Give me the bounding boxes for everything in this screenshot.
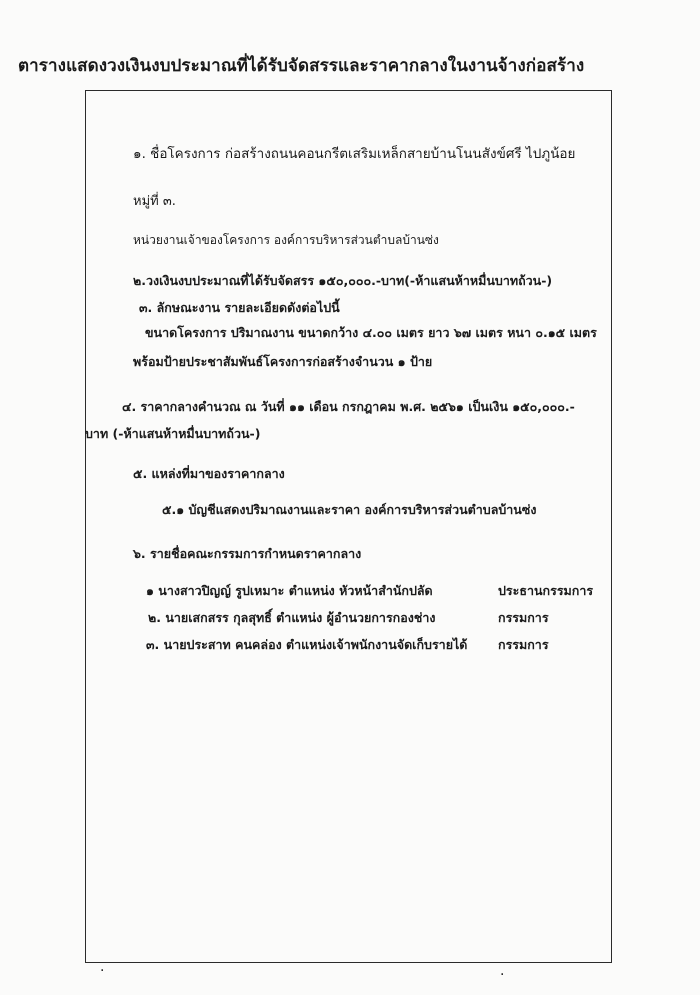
scan-speck-mark: · — [500, 967, 505, 983]
committee-heading: ๖. รายชื่อคณะกรรมการกำหนดราคากลาง — [133, 546, 362, 561]
committee-role-1: ประธานกรรมการ — [498, 583, 594, 598]
committee-member-1: ๑ นางสาวปิญญ์ รูปเหมาะ ตำแหน่ง หัวหน้าสำนักปลัด — [146, 583, 433, 598]
budget-line: ๒.วงเงินงบประมาณที่ได้รับจัดสรร ๑๕๐,๐๐๐.-บาท(-ห้าแสนห้าหมื่นบาทถ้วน-) — [133, 273, 553, 288]
document-title: ตารางแสดงวงเงินงบประมาณที่ได้รับจัดสรรและราคากลางในงานจ้างก่อสร้าง — [18, 56, 585, 76]
median-price: ๔. ราคากลางคำนวณ ณ วันที่ ๑๑ เดือน กรกฎาคม พ.ศ. ๒๕๖๑ เป็นเงิน ๑๕๐,๐๐๐.- — [122, 399, 575, 414]
committee-role-2: กรรมการ — [498, 610, 549, 625]
committee-member-3: ๓. นายประสาท คนคล่อง ตำแหน่งเจ้าพนักงานจัดเก็บรายได้ — [146, 637, 468, 652]
scan-speck-mark: · — [100, 963, 105, 979]
project-name: ๑. ชื่อโครงการ ก่อสร้างถนนคอนกรีตเสริมเหล็กสายบ้านโนนสังข์ศรี ไปภูน้อย — [133, 146, 576, 162]
price-source-heading: ๕. แหล่งที่มาของราคากลาง — [133, 466, 285, 481]
committee-role-3: กรรมการ — [498, 637, 549, 652]
content-frame — [85, 90, 612, 963]
project-village: หมู่ที่ ๓. — [133, 194, 176, 209]
work-sign: พร้อมป้ายประชาสัมพันธ์โครงการก่อสร้างจำนวน ๑ ป้าย — [133, 354, 433, 369]
project-agency: หน่วยงานเจ้าของโครงการ องค์การบริหารส่วนตำบลบ้านซ่ง — [133, 233, 439, 247]
median-price-words: บาท (-ห้าแสนห้าหมื่นบาทถ้วน-) — [85, 426, 261, 441]
work-nature: ๓. ลักษณะงาน รายละเอียดดังต่อไปนี้ — [139, 300, 340, 315]
committee-member-2: ๒. นายเสกสรร กุลสุทธิ์ ตำแหน่ง ผู้อำนวยการกองช่าง — [148, 610, 436, 625]
work-size: ขนาดโครงการ ปริมาณงาน ขนาดกว้าง ๔.๐๐ เมตร ยาว ๖๗ เมตร หนา ๐.๑๕ เมตร — [145, 325, 597, 340]
price-source-item: ๕.๑ บัญชีแสดงปริมาณงานและราคา องค์การบริหารส่วนตำบลบ้านซ่ง — [162, 502, 537, 517]
